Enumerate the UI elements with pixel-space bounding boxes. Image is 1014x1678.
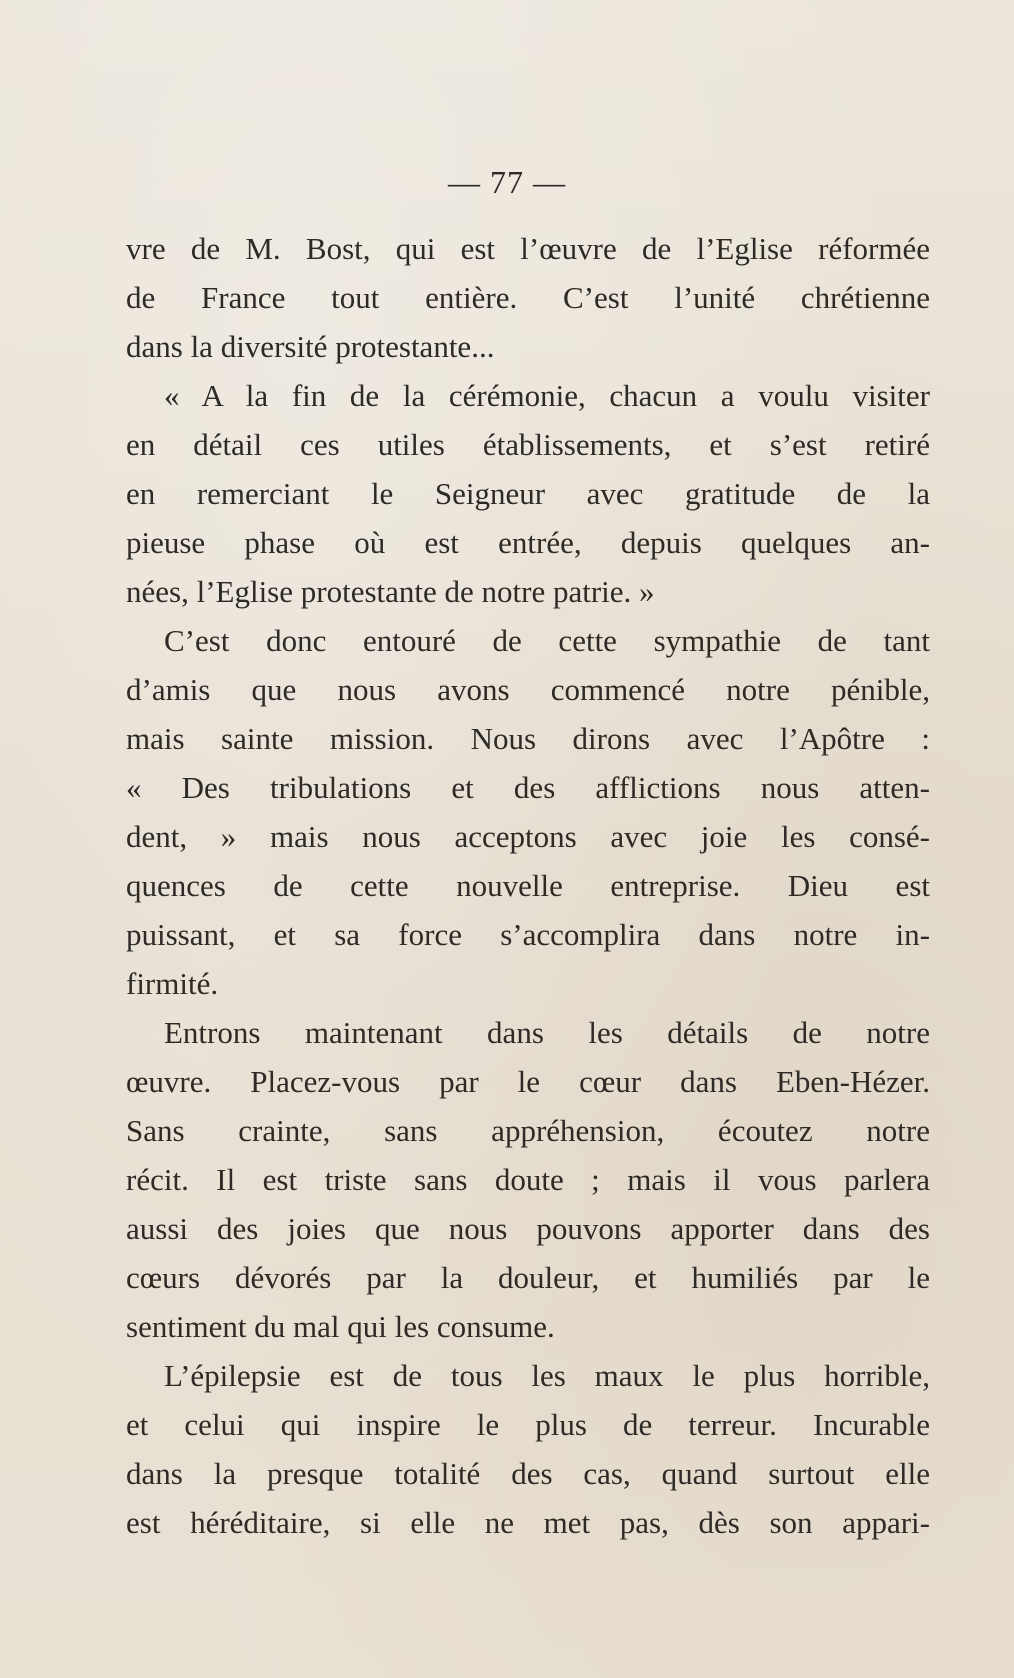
text-line: aussi des joies que nous pouvons apporter dans des [126, 1211, 930, 1246]
text-line: nées, l’Eglise protestante de notre patrie. » [126, 574, 655, 609]
text-line: C’est donc entouré de cette sympathie de tant [164, 623, 930, 658]
text-line: quences de cette nouvelle entreprise. Dieu est [126, 868, 930, 903]
text-line: puissant, et sa force s’accomplira dans notre in- [126, 917, 930, 952]
text-line: et celui qui inspire le plus de terreur. Incurable [126, 1407, 930, 1442]
body-text [126, 224, 930, 1547]
text-line: « Des tribulations et des afflictions nous atten- [126, 770, 930, 805]
text-line: sentiment du mal qui les consume. [126, 1309, 555, 1344]
text-line: Sans crainte, sans appréhension, écoutez notre [126, 1113, 930, 1148]
text-line: dans la diversité protestante... [126, 329, 495, 364]
text-line: dans la presque totalité des cas, quand surtout elle [126, 1456, 930, 1491]
text-line: est héréditaire, si elle ne met pas, dès son appari- [126, 1505, 930, 1540]
page-number: — 77 — [448, 164, 566, 200]
text-line: en détail ces utiles établissements, et s’est retiré [126, 427, 930, 462]
text-line: dent, » mais nous acceptons avec joie les consé- [126, 819, 930, 854]
text-line: mais sainte mission. Nous dirons avec l’Apôtre : [126, 721, 930, 756]
text-line: cœurs dévorés par la douleur, et humiliés par le [126, 1260, 930, 1295]
text-line: récit. Il est triste sans doute ; mais il vous parlera [126, 1162, 930, 1197]
text-line: de France tout entière. C’est l’unité chrétienne [126, 280, 930, 315]
text-line: L’épilepsie est de tous les maux le plus horrible, [164, 1358, 930, 1393]
text-line: « A la fin de la cérémonie, chacun a voulu visiter [164, 378, 930, 413]
text-line: firmité. [126, 966, 219, 1001]
text-line: pieuse phase où est entrée, depuis quelques an- [126, 525, 930, 560]
text-line: d’amis que nous avons commencé notre pénible, [126, 672, 930, 707]
text-line: œuvre. Placez-vous par le cœur dans Eben-Hézer. [126, 1064, 930, 1099]
text-line: en remerciant le Seigneur avec gratitude de la [126, 476, 930, 511]
text-line: Entrons maintenant dans les détails de notre [164, 1015, 930, 1050]
text-line: vre de M. Bost, qui est l’œuvre de l’Eglise réformée [126, 231, 930, 266]
